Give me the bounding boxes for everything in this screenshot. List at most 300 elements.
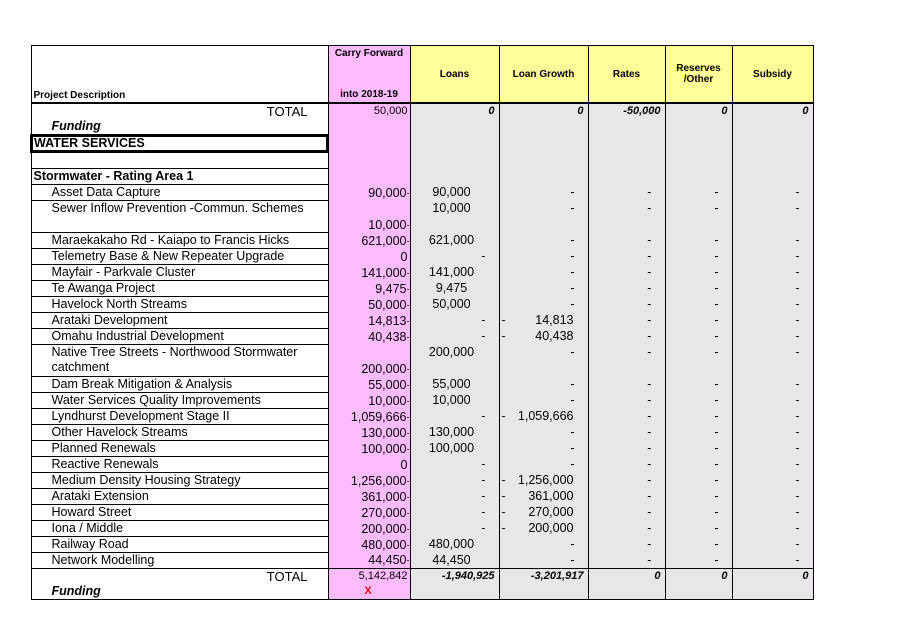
dash-mark: - (647, 200, 652, 215)
loans-cell (410, 489, 499, 505)
empty-cell (732, 584, 813, 600)
table-row (31, 185, 813, 201)
empty-cell (665, 119, 732, 135)
project-name: Railway Road (31, 537, 328, 553)
subsidy-cell (732, 297, 813, 313)
project-name: Native Tree Streets - Northwood Stormwater catchment (31, 345, 328, 377)
carry-forward-cell (328, 265, 410, 281)
empty-cell (328, 119, 410, 135)
dash-mark: - (647, 536, 652, 551)
dash-mark: - (647, 344, 652, 359)
reserves-cell (665, 377, 732, 393)
table-row (31, 297, 813, 313)
dash-mark: - (501, 408, 506, 423)
carry-forward-cell (328, 345, 410, 377)
dash-mark: - (714, 552, 719, 567)
reserves-cell (665, 201, 732, 233)
loans-value: 50,000 (432, 296, 471, 311)
project-name: Te Awanga Project (31, 281, 328, 297)
carry-forward-cell (328, 281, 410, 297)
empty-cell (499, 135, 588, 152)
rates-cell (588, 457, 665, 473)
loans-cell (410, 345, 499, 377)
carry-forward-value: 55,000 (368, 377, 407, 392)
project-name: Omahu Industrial Development (31, 329, 328, 345)
loan-growth-value: - (570, 248, 575, 263)
loans-cell (410, 441, 499, 457)
dash-mark: - (795, 280, 800, 295)
dash-mark: - (406, 443, 410, 454)
carry-forward-value: 40,438 (368, 329, 407, 344)
dash-mark: - (647, 280, 652, 295)
loan-growth-cell (499, 201, 588, 233)
dash-mark: - (714, 312, 719, 327)
dash-mark: - (647, 296, 652, 311)
dash-mark: - (795, 248, 800, 263)
loans-value: - (481, 520, 486, 535)
dash-mark: - (714, 376, 719, 391)
top-total-row (31, 103, 813, 119)
loan-growth-cell (499, 489, 588, 505)
dash-mark: - (406, 187, 410, 198)
dash-mark: - (406, 475, 410, 486)
header-reserves-line2: /Other (683, 74, 714, 85)
empty-cell (588, 584, 665, 600)
table-row (31, 265, 813, 281)
table-row (31, 505, 813, 521)
loans-cell (410, 201, 499, 233)
subsidy-cell (732, 233, 813, 249)
spacer-row (31, 152, 813, 169)
loans-cell (410, 505, 499, 521)
carry-forward-cell (328, 425, 410, 441)
loans-value: 90,000 (432, 184, 471, 199)
project-name: Asset Data Capture (31, 185, 328, 201)
project-name: Howard Street (31, 505, 328, 521)
dash-mark: - (795, 376, 800, 391)
project-name: Maraekakaho Rd - Kaiapo to Francis Hicks (31, 233, 328, 249)
loan-growth-cell (499, 473, 588, 489)
dash-mark: - (406, 379, 410, 390)
loans-value: 9,475 (435, 280, 468, 295)
table-row (31, 489, 813, 505)
dash-mark: - (714, 424, 719, 439)
rates-cell (588, 377, 665, 393)
loans-cell (410, 281, 499, 297)
loans-value: 55,000 (432, 376, 471, 391)
dash-mark: - (795, 296, 800, 311)
dash-mark: - (406, 283, 410, 294)
rates-cell (588, 345, 665, 377)
empty-cell (499, 584, 588, 600)
rates-cell (588, 185, 665, 201)
carry-forward-value: 10,000 (368, 217, 407, 232)
empty-cell (732, 169, 813, 185)
x-marker: X (364, 585, 372, 597)
subsidy-cell (732, 281, 813, 297)
subsidy-cell (732, 489, 813, 505)
dash-mark: - (647, 520, 652, 535)
subsidy-cell (732, 537, 813, 553)
table-row (31, 201, 813, 233)
dash-mark: - (406, 299, 410, 310)
budget-sheet (30, 45, 812, 600)
project-name: Arataki Extension (31, 489, 328, 505)
loans-value: 100,000 (428, 440, 475, 455)
section-row (31, 135, 813, 152)
carry-forward-cell (328, 313, 410, 329)
reserves-cell (665, 185, 732, 201)
loan-growth-cell (499, 377, 588, 393)
carry-forward-value: 10,000 (368, 393, 407, 408)
dash-mark: - (406, 395, 410, 406)
loan-growth-cell (499, 457, 588, 473)
header-reserves (665, 46, 732, 104)
carry-forward-cell (328, 393, 410, 409)
carry-forward-cell (328, 553, 410, 569)
loan-growth-value: - (570, 280, 575, 295)
subsidy-cell (732, 185, 813, 201)
empty-cell (732, 135, 813, 152)
loan-growth-value: 200,000 (528, 520, 574, 535)
section-title: WATER SERVICES (31, 135, 328, 152)
carry-forward-value: 90,000 (368, 185, 407, 200)
dash-mark: - (406, 219, 410, 230)
header-carry-forward-top: Carry Forward (334, 48, 404, 59)
empty-cell (410, 152, 499, 169)
carry-forward-cell (328, 409, 410, 425)
subsidy-cell (732, 425, 813, 441)
loan-growth-cell (499, 281, 588, 297)
subsidy-cell (732, 409, 813, 425)
carry-forward-cell (328, 185, 410, 201)
subsection-title: Stormwater - Rating Area 1 (31, 169, 328, 185)
loans-value: - (481, 504, 486, 519)
loan-growth-cell (499, 329, 588, 345)
rates-cell (588, 313, 665, 329)
project-name: Arataki Development (31, 313, 328, 329)
loans-value: - (481, 472, 486, 487)
carry-forward-cell (328, 297, 410, 313)
dash-mark: - (795, 456, 800, 471)
empty-cell (665, 135, 732, 152)
reserves-cell (665, 473, 732, 489)
dash-mark: - (406, 491, 410, 502)
loans-value: 621,000 (428, 232, 475, 247)
loan-growth-cell (499, 233, 588, 249)
loan-growth-cell (499, 185, 588, 201)
dash-mark: - (501, 488, 506, 503)
project-name: Reactive Renewals (31, 457, 328, 473)
loans-value: - (481, 408, 486, 423)
carry-forward-value: 44,450 (368, 553, 407, 567)
dash-mark: - (406, 235, 410, 246)
loans-cell (410, 537, 499, 553)
loans-cell (410, 521, 499, 537)
dash-mark: - (795, 552, 800, 567)
dash-mark: - (647, 376, 652, 391)
empty-cell (665, 584, 732, 600)
loan-growth-cell (499, 409, 588, 425)
dash-mark: - (714, 408, 719, 423)
carry-forward-value: 1,059,666 (350, 409, 407, 424)
loan-growth-value: 361,000 (528, 488, 574, 503)
rates-cell (588, 233, 665, 249)
dash-mark: - (795, 536, 800, 551)
loans-cell (410, 185, 499, 201)
loan-growth-value: - (570, 376, 575, 391)
empty-cell (328, 169, 410, 185)
rates-cell (588, 393, 665, 409)
table-row (31, 409, 813, 425)
project-name: Lyndhurst Development Stage II (31, 409, 328, 425)
subsidy-cell (732, 505, 813, 521)
carry-forward-value: 14,813 (368, 313, 407, 328)
loan-growth-value: - (570, 392, 575, 407)
carry-forward-value: 361,000 (361, 489, 407, 504)
rates-cell (588, 329, 665, 345)
empty-cell (410, 119, 499, 135)
rates-cell (588, 489, 665, 505)
project-name: Sewer Inflow Prevention -Commun. Schemes (31, 201, 328, 233)
reserves-cell (665, 393, 732, 409)
dash-mark: - (501, 472, 506, 487)
header-rates: Rates (588, 46, 665, 104)
loans-cell (410, 233, 499, 249)
loan-growth-cell (499, 265, 588, 281)
header-subsidy: Subsidy (732, 46, 813, 104)
subsidy-cell (732, 265, 813, 281)
loan-growth-cell (499, 521, 588, 537)
header-reserves-line1: Reserves (676, 63, 721, 74)
dash-mark: - (714, 296, 719, 311)
dash-mark: - (406, 539, 410, 550)
carry-forward-cell (328, 233, 410, 249)
dash-mark: - (795, 344, 800, 359)
subsidy-cell (732, 441, 813, 457)
empty-cell (328, 152, 410, 169)
dash-mark: - (714, 200, 719, 215)
bottom-total-subsidy: 0 (732, 569, 813, 585)
project-name: Mayfair - Parkvale Cluster (31, 265, 328, 281)
reserves-cell (665, 313, 732, 329)
top-total-loan-growth: 0 (499, 103, 588, 119)
dash-mark: - (406, 507, 410, 518)
dash-mark: - (714, 232, 719, 247)
dash-mark: - (795, 392, 800, 407)
top-total-subsidy: 0 (732, 103, 813, 119)
dash-mark: - (714, 488, 719, 503)
dash-mark: - (714, 264, 719, 279)
dash-mark: - (714, 392, 719, 407)
dash-mark: - (714, 536, 719, 551)
loan-growth-value: - (570, 424, 575, 439)
empty-cell (499, 169, 588, 185)
table-row (31, 233, 813, 249)
reserves-cell (665, 489, 732, 505)
loans-cell (410, 553, 499, 569)
subsidy-cell (732, 553, 813, 569)
bottom-funding-row (31, 584, 813, 600)
carry-forward-cell (328, 473, 410, 489)
carry-forward-value: 270,000 (361, 505, 407, 520)
reserves-cell (665, 537, 732, 553)
rates-cell (588, 441, 665, 457)
bottom-total-loans: -1,940,925 (410, 569, 499, 585)
carry-forward-cell (328, 441, 410, 457)
loans-cell (410, 313, 499, 329)
dash-mark: - (795, 440, 800, 455)
table-row (31, 345, 813, 377)
dash-mark: - (795, 408, 800, 423)
rates-cell (588, 505, 665, 521)
dash-mark: - (714, 504, 719, 519)
header-loan-growth: Loan Growth (499, 46, 588, 104)
dash-mark: - (647, 456, 652, 471)
top-total-label: TOTAL (31, 103, 328, 119)
table-row (31, 553, 813, 569)
loan-growth-value: 40,438 (535, 328, 574, 343)
loan-growth-value: 270,000 (528, 504, 574, 519)
top-total-rates: -50,000 (588, 103, 665, 119)
dash-mark: - (795, 504, 800, 519)
dash-mark: - (647, 232, 652, 247)
header-row (31, 46, 813, 104)
dash-mark: - (501, 520, 506, 535)
dash-mark: - (406, 331, 410, 342)
top-total-loans: 0 (410, 103, 499, 119)
loan-growth-cell (499, 553, 588, 569)
loans-cell (410, 393, 499, 409)
loans-value: - (481, 312, 486, 327)
loan-growth-value: 14,813 (535, 312, 574, 327)
top-total-carry-forward: 50,000 (328, 103, 410, 119)
loan-growth-cell (499, 393, 588, 409)
rates-cell (588, 553, 665, 569)
loans-value: - (481, 488, 486, 503)
project-name: Network Modelling (31, 553, 328, 569)
dash-mark: - (406, 315, 410, 326)
dash-mark: - (714, 328, 719, 343)
empty-cell (31, 152, 328, 169)
budget-table (30, 45, 814, 600)
loans-value: - (481, 328, 486, 343)
dash-mark: - (647, 408, 652, 423)
loan-growth-value: - (570, 264, 575, 279)
loan-growth-cell (499, 297, 588, 313)
project-name: Other Havelock Streams (31, 425, 328, 441)
funding-row (31, 119, 813, 135)
carry-forward-value: 200,000 (361, 361, 407, 376)
carry-forward-value: 1,256,000 (350, 473, 407, 488)
carry-forward-value: 621,000 (361, 233, 407, 248)
loan-growth-value: - (570, 296, 575, 311)
dash-mark: - (406, 523, 410, 534)
loan-growth-cell (499, 505, 588, 521)
reserves-cell (665, 457, 732, 473)
carry-forward-value: 9,475 (375, 281, 407, 296)
dash-mark: - (647, 328, 652, 343)
dash-mark: - (647, 472, 652, 487)
carry-forward-cell (328, 377, 410, 393)
carry-forward-cell (328, 329, 410, 345)
carry-forward-value: 0 (400, 249, 408, 264)
carry-forward-cell (328, 201, 410, 233)
empty-cell (410, 584, 499, 600)
bottom-total-carry-forward: 5,142,842 (328, 569, 410, 585)
table-row (31, 329, 813, 345)
funding-label: Funding (31, 119, 328, 135)
dash-mark: - (795, 264, 800, 279)
reserves-cell (665, 521, 732, 537)
empty-cell (732, 152, 813, 169)
carry-forward-value: 100,000 (361, 441, 407, 456)
loan-growth-cell (499, 425, 588, 441)
reserves-cell (665, 345, 732, 377)
loans-value: 130,000 (428, 424, 475, 439)
header-loans: Loans (410, 46, 499, 104)
dash-mark: - (647, 504, 652, 519)
table-body (31, 103, 813, 600)
subsidy-cell (732, 473, 813, 489)
rates-cell (588, 409, 665, 425)
dash-mark: - (647, 264, 652, 279)
dash-mark: - (714, 184, 719, 199)
bottom-total-row (31, 569, 813, 585)
carry-forward-value: 50,000 (368, 297, 407, 312)
project-name: Iona / Middle (31, 521, 328, 537)
reserves-cell (665, 425, 732, 441)
project-name: Havelock North Streams (31, 297, 328, 313)
carry-forward-cell (328, 521, 410, 537)
dash-mark: - (501, 504, 506, 519)
subsidy-cell (732, 457, 813, 473)
carry-forward-value: 200,000 (361, 521, 407, 536)
header-project-description: Project Description (31, 46, 328, 104)
table-row (31, 537, 813, 553)
carry-forward-cell (328, 489, 410, 505)
dash-mark: - (406, 427, 410, 438)
carry-forward-value: 130,000 (361, 425, 407, 440)
subsection-row (31, 169, 813, 185)
subsidy-cell (732, 201, 813, 233)
dash-mark: - (406, 555, 410, 565)
loans-cell (410, 329, 499, 345)
loans-cell (410, 473, 499, 489)
loan-growth-value: - (570, 456, 575, 471)
empty-cell (588, 119, 665, 135)
subsidy-cell (732, 393, 813, 409)
carry-forward-cell (328, 249, 410, 265)
dash-mark: - (795, 312, 800, 327)
project-name: Planned Renewals (31, 441, 328, 457)
loans-value: 44,450 (432, 552, 471, 567)
dash-mark: - (406, 411, 410, 422)
loans-cell (410, 249, 499, 265)
carry-forward-value: 0 (400, 457, 408, 472)
subsidy-cell (732, 329, 813, 345)
table-row (31, 281, 813, 297)
loan-growth-value: - (570, 232, 575, 247)
table-row (31, 249, 813, 265)
loans-cell (410, 425, 499, 441)
dash-mark: - (795, 200, 800, 215)
rates-cell (588, 521, 665, 537)
loans-cell (410, 457, 499, 473)
rates-cell (588, 249, 665, 265)
dash-mark: - (795, 184, 800, 199)
subsidy-cell (732, 249, 813, 265)
